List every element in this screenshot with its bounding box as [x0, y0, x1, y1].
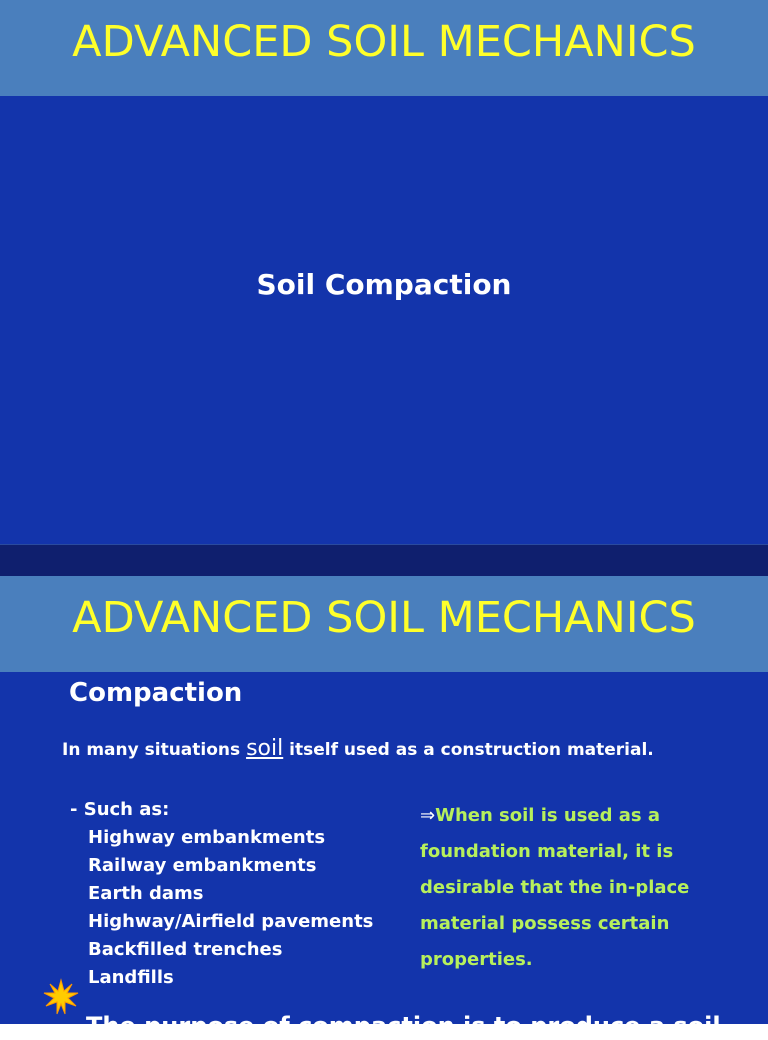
slide-2 — [0, 576, 768, 1040]
list-item: Earth dams — [88, 883, 204, 904]
slide-separator — [0, 544, 768, 577]
implies-arrow-icon: ⇒ — [420, 805, 436, 826]
intro-emphasis: soil — [246, 736, 284, 761]
intro-sentence — [62, 736, 654, 761]
such-as-label: - Such as: — [70, 799, 170, 820]
intro-before: In many situations — [62, 740, 247, 760]
list-item: Railway embankments — [88, 855, 317, 876]
slide-2-header-title: ADVANCED SOIL MECHANICS — [0, 576, 768, 672]
foundation-note — [420, 798, 720, 978]
list-item: Highway embankments — [88, 827, 326, 848]
list-item: Highway/Airfield pavements — [88, 911, 374, 932]
intro-after: itself used as a construction material. — [283, 740, 654, 760]
slide-1-header-title: ADVANCED SOIL MECHANICS — [0, 0, 768, 96]
list-item: Backfilled trenches — [88, 939, 283, 960]
purpose-sentence: The purpose of compaction is to produce a soil — [86, 1012, 721, 1040]
list-item: Landfills — [88, 967, 174, 988]
slide-1-center-title: Soil Compaction — [256, 268, 512, 301]
note-text: When soil is used as a foundation material, it is desirable that the in-place material possess certain properties. — [420, 805, 690, 970]
starburst-icon — [44, 980, 78, 1014]
section-heading: Compaction — [69, 678, 243, 708]
examples-list — [70, 796, 373, 992]
